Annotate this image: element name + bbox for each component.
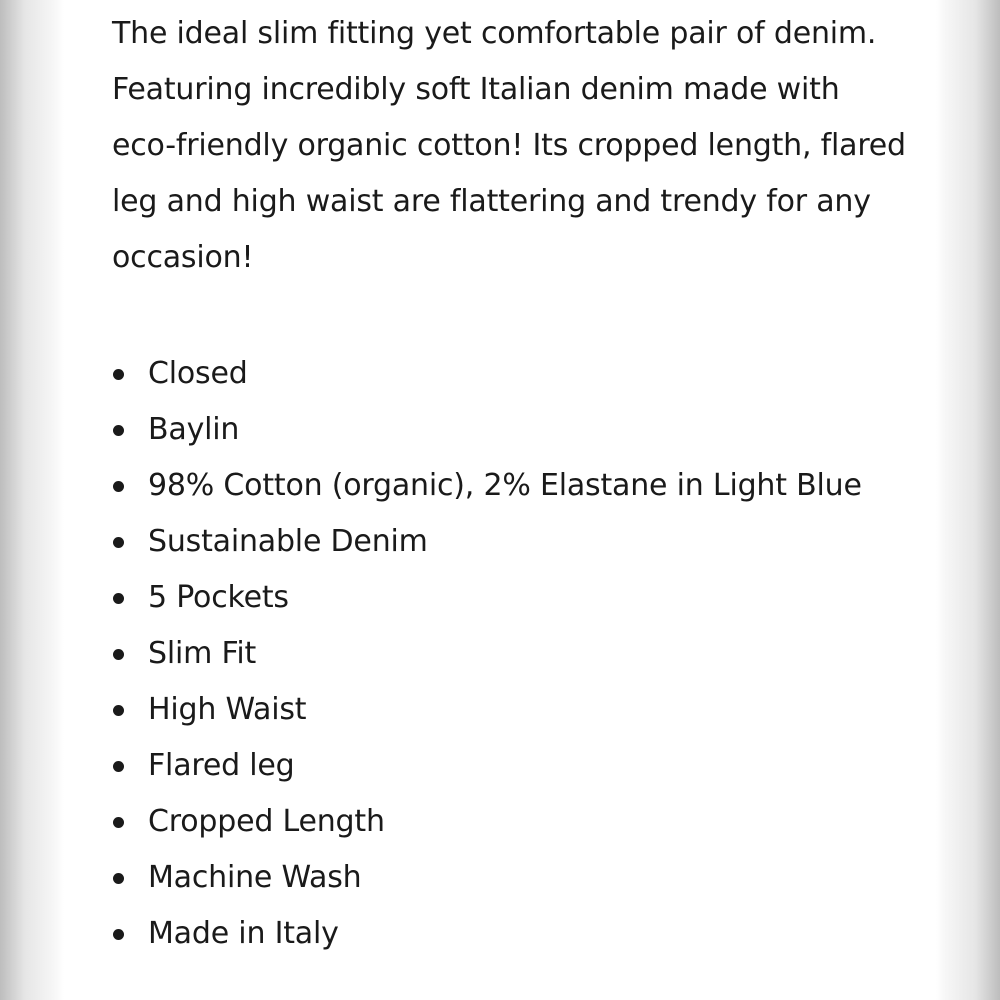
bullet-icon	[113, 761, 124, 772]
feature-list-item	[64, 626, 936, 682]
feature-text: Flared leg	[148, 748, 295, 783]
feature-list-item	[64, 682, 936, 738]
feature-list-item	[64, 402, 936, 458]
feature-list	[64, 346, 936, 962]
bullet-icon	[113, 817, 124, 828]
feature-text: Slim Fit	[148, 636, 257, 671]
feature-text: Closed	[148, 356, 248, 391]
feature-text: Machine Wash	[148, 860, 362, 895]
feature-text: Made in Italy	[148, 916, 339, 951]
bullet-icon	[113, 369, 124, 380]
bullet-icon	[113, 425, 124, 436]
feature-list-item	[64, 794, 936, 850]
feature-list-item	[64, 850, 936, 906]
feature-text: Baylin	[148, 412, 240, 447]
bullet-icon	[113, 593, 124, 604]
feature-list-item	[64, 570, 936, 626]
feature-list-item	[64, 906, 936, 962]
feature-text: Sustainable Denim	[148, 524, 428, 559]
feature-text: Cropped Length	[148, 804, 385, 839]
feature-text: 98% Cotton (organic), 2% Elastane in Light Blue	[148, 468, 862, 503]
bullet-icon	[113, 705, 124, 716]
feature-list-item	[64, 514, 936, 570]
feature-text: 5 Pockets	[148, 580, 289, 615]
product-details-card	[64, 0, 936, 1000]
feature-text: High Waist	[148, 692, 307, 727]
bullet-icon	[113, 929, 124, 940]
bullet-icon	[113, 537, 124, 548]
feature-list-item	[64, 346, 936, 402]
bullet-icon	[113, 873, 124, 884]
product-description: The ideal slim fitting yet comfortable pair of denim. Featuring incredibly soft Italian denim made with eco-friendly organic cotton! Its cropped length, flared leg and high waist are flattering and trendy for any occasion!	[112, 16, 906, 275]
feature-list-item	[64, 458, 936, 514]
feature-list-item	[64, 738, 936, 794]
bullet-icon	[113, 481, 124, 492]
bullet-icon	[113, 649, 124, 660]
